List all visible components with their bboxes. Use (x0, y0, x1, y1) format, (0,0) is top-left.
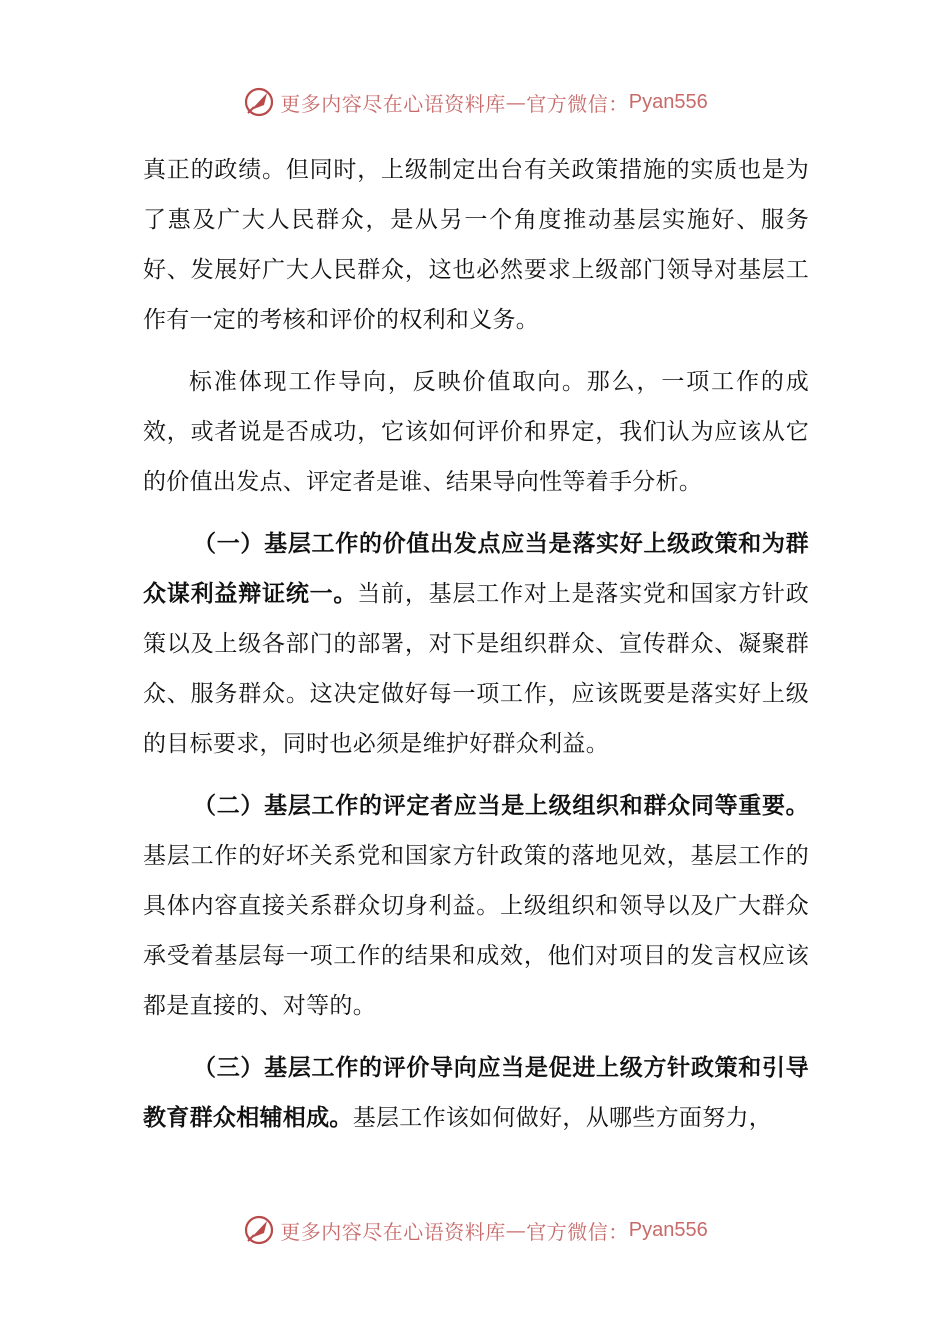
paragraph-4 (143, 781, 809, 1031)
section-heading-1: （一）基层工作的价值出发点应当是落实好上级政策和为群众谋利益辩证统一。 (143, 531, 809, 607)
banner-dash: — (505, 1218, 527, 1242)
section-heading-2: （二）基层工作的评定者应当是上级组织和群众同等重要。 (193, 793, 809, 819)
paragraph-5 (143, 1043, 809, 1143)
section-heading-3: （三）基层工作的评价导向应当是促进上级方针政策和引导教育群众相辅相成。 (143, 1055, 809, 1131)
banner-site-text: 更多内容尽在心语资料库 (280, 91, 506, 116)
document-body (143, 145, 809, 1155)
header-banner (0, 82, 950, 122)
section-body-2: 基层工作的好坏关系党和国家方针政策的落地见效，基层工作的具体内容直接关系群众切身利益。上级组织和领导以及广大群众承受着基层每一项工作的结果和成效，他们对项目的发言权应该都是直接的、对等的。 (143, 843, 809, 1019)
paragraph-2: 标准体现工作导向，反映价值取向。那么，一项工作的成效，或者说是否成功，它该如何评价和界定，我们认为应该从它的价值出发点、评定者是谁、结果导向性等着手分析。 (143, 369, 809, 495)
paragraph-3 (143, 519, 809, 769)
banner-dash: — (505, 90, 527, 114)
quill-logo-icon (242, 85, 276, 119)
footer-banner (0, 1210, 950, 1250)
section-body-1: 当前，基层工作对上是落实党和国家方针政策以及上级各部门的部署，对下是组织群众、宣传群众、凝聚群众、服务群众。这决定做好每一项工作，应该既要是落实好上级的目标要求，同时也必须是维护好群众利益。 (143, 581, 809, 757)
banner-wechat-label: 官方微信： (526, 1219, 629, 1244)
quill-logo-icon (242, 1213, 276, 1247)
banner-wechat-label: 官方微信： (526, 91, 629, 116)
paragraph-1: 真正的政绩。但同时，上级制定出台有关政策措施的实质也是为了惠及广大人民群众，是从另一个角度推动基层实施好、服务好、发展好广大人民群众，这也必然要求上级部门领导对基层工作有一定的考核和评价的权利和义务。 (143, 157, 809, 333)
banner-site-text: 更多内容尽在心语资料库 (280, 1219, 506, 1244)
section-body-3: 基层工作该如何做好，从哪些方面努力， (352, 1105, 773, 1131)
banner-wechat-id: Pyan556 (628, 1218, 708, 1241)
banner-wechat-id: Pyan556 (628, 90, 708, 113)
